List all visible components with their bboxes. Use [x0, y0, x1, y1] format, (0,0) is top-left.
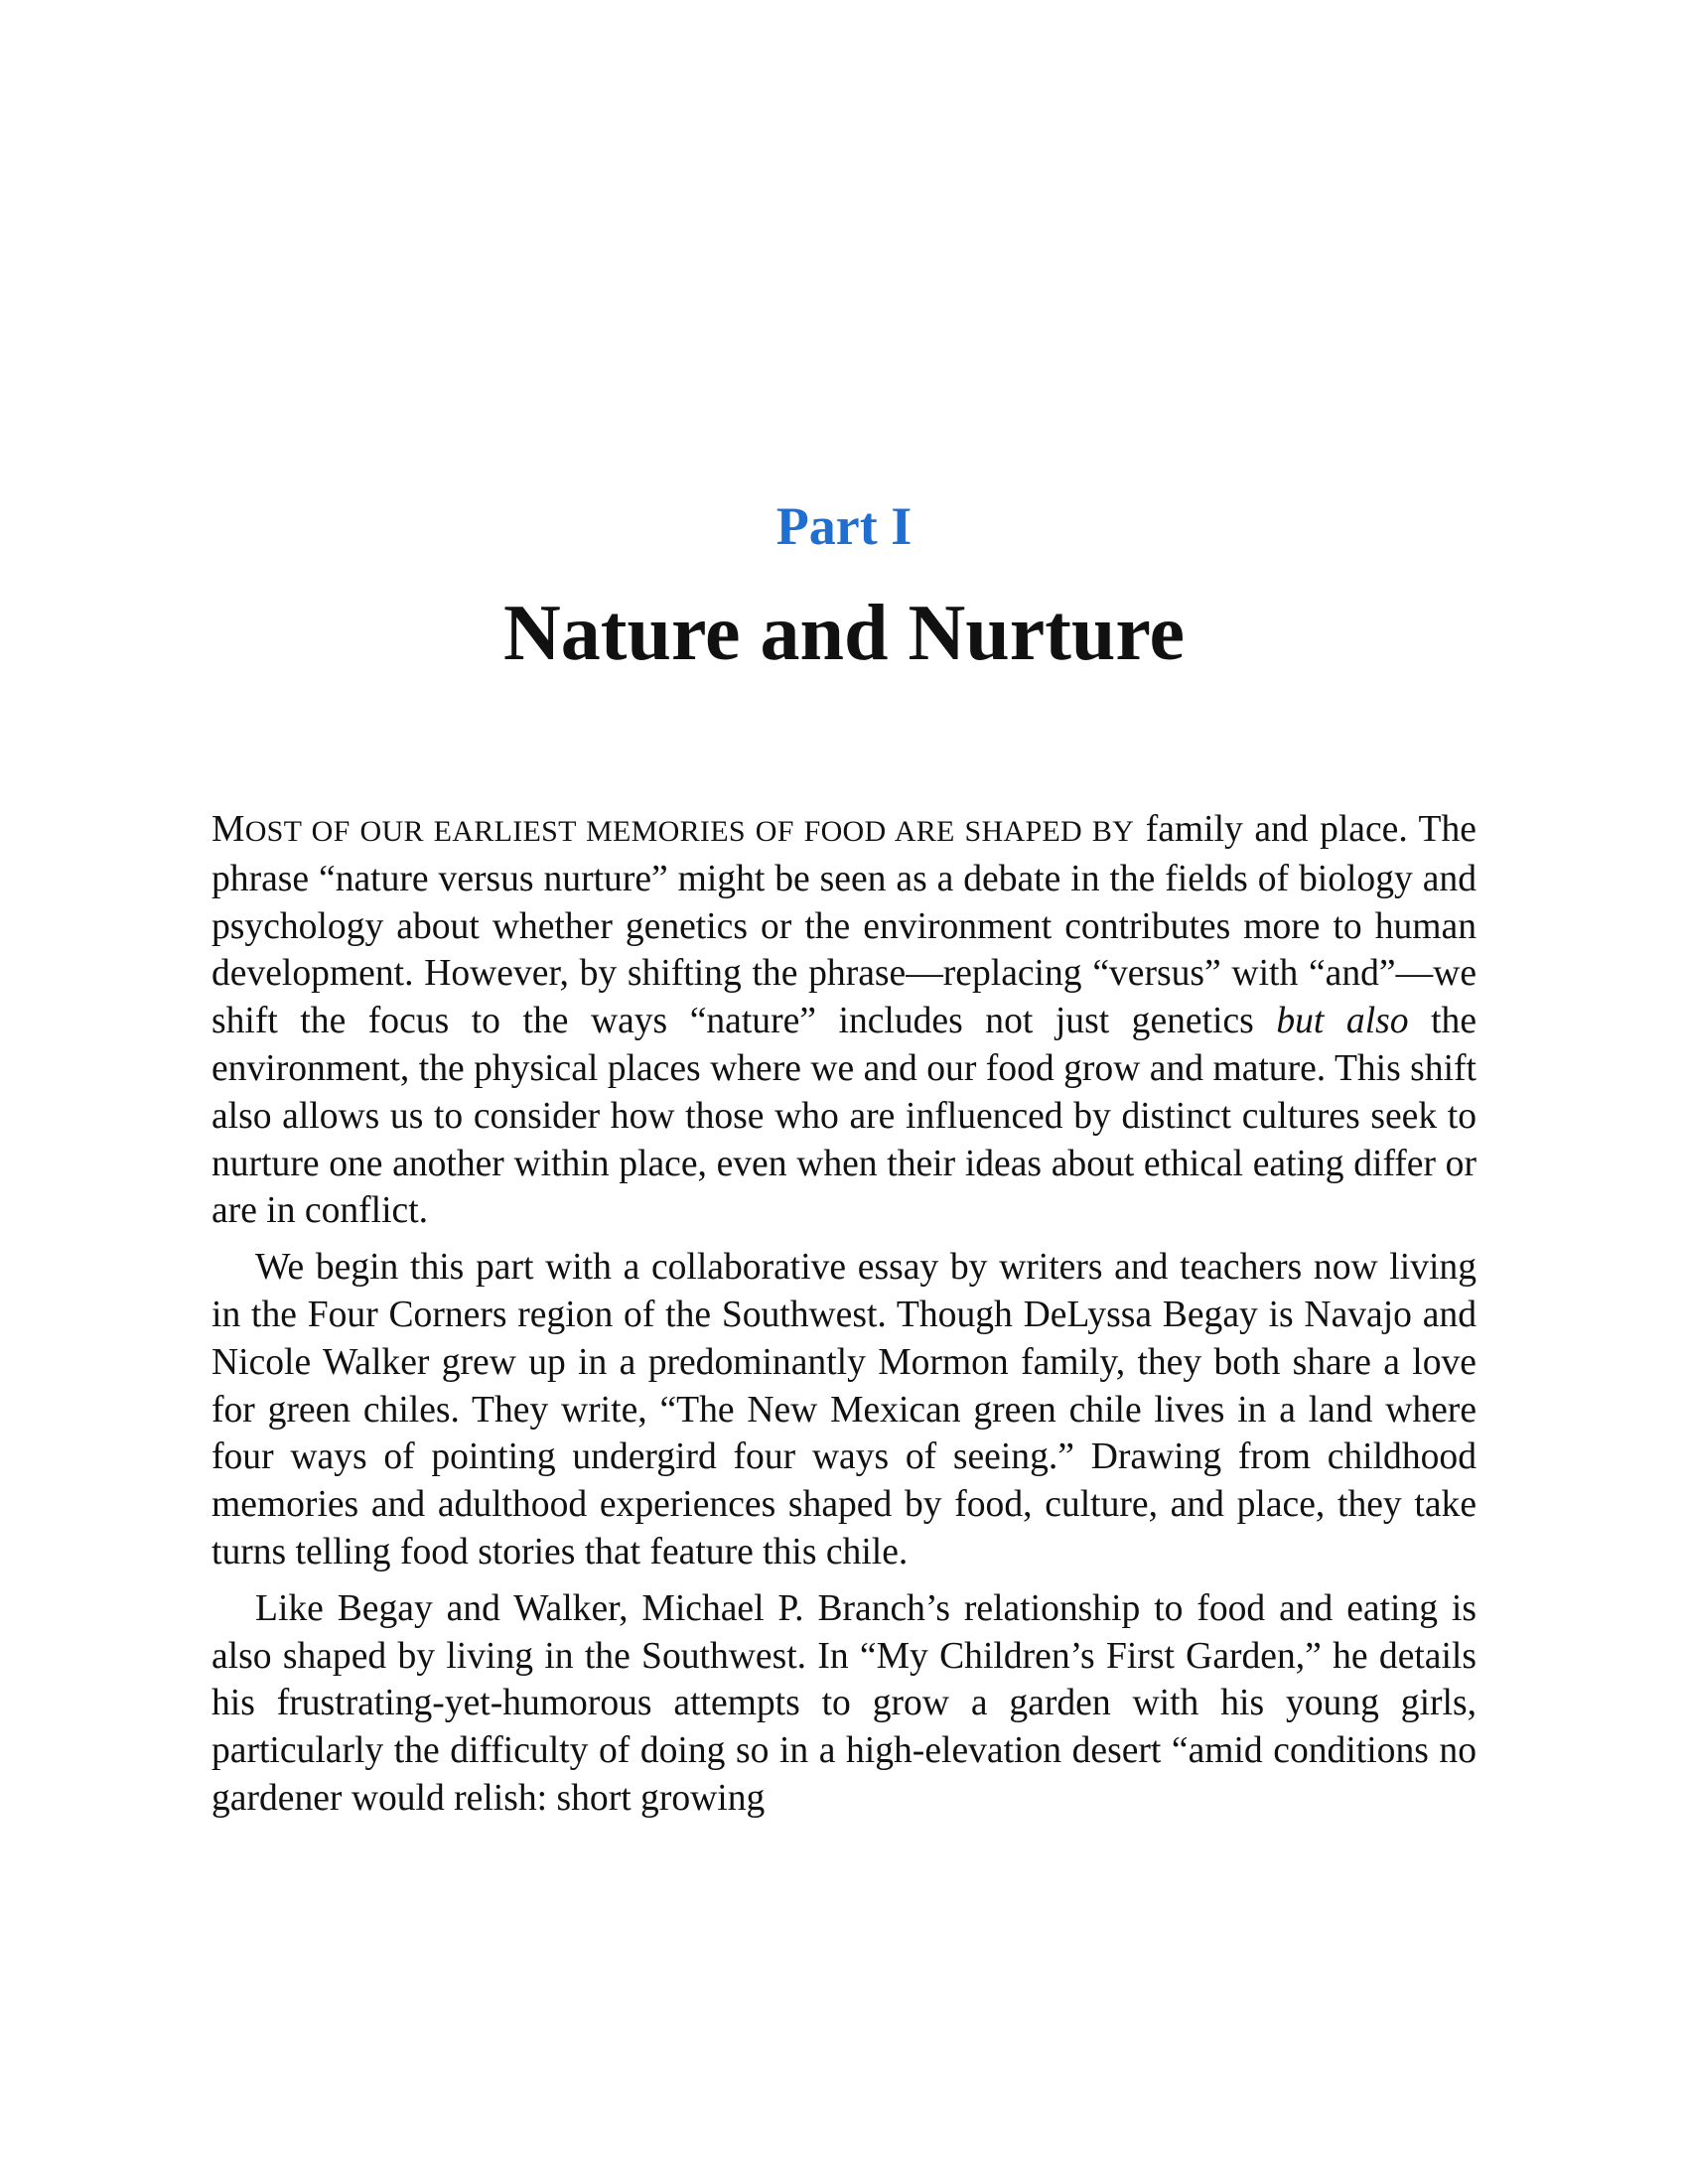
paragraph-intro-text-a: family and place. The phrase “nature versus nurture” might be seen as a debate in the fields of biology and psychology about whether genetics or the environment contributes more to human development. However, by shifting the phrase—replacing “versus” with “and”—we shift the focus to the ways “nature” includes not just genetics	[211, 809, 1477, 1042]
lead-in-initial: M	[211, 809, 245, 850]
lead-in-rest: OST OF OUR EARLIEST MEMORIES OF FOOD ARE SHAPED BY	[244, 815, 1135, 848]
part-label: Part I	[775, 496, 913, 556]
paragraph-intro	[211, 806, 1477, 1235]
paragraph-intro-italic: but also	[1276, 1001, 1409, 1042]
body-text	[211, 806, 1477, 1832]
part-title: Nature and Nurture	[503, 590, 1185, 677]
paragraph-begay-walker: We begin this part with a collaborative essay by writers and teachers now living in the Four Corners region of the Southwest. Though DeLyssa Begay is Navajo and Nicole Walker grew up in a predominantly Mormon family, they both share a love for green chiles. They write, “The New Mexican green chile lives in a land where four ways of pointing undergird four ways of seeing.” Drawing from childhood memories and adulthood experiences shaped by food, culture, and place, they take turns telling food stories that feature this chile.	[211, 1247, 1477, 1572]
paragraph-intro-text-b: the environment, the physical places where we and our food grow and mature. This shift also allows us to consider how those who are influenced by distinct cultures seek to nurture one another within place, even when their ideas about ethical eating differ or are in conflict.	[211, 1001, 1477, 1232]
lead-in-smallcaps	[211, 809, 1134, 850]
paragraph-branch: Like Begay and Walker, Michael P. Branch’s relationship to food and eating is also shaped by living in the Southwest. In “My Children’s First Garden,” he details his frustrating-yet-humorous attempts to grow a garden with his young girls, particularly the difficulty of doing so in a high-elevation desert “amid conditions no gardener would relish: short growing	[211, 1587, 1477, 1819]
